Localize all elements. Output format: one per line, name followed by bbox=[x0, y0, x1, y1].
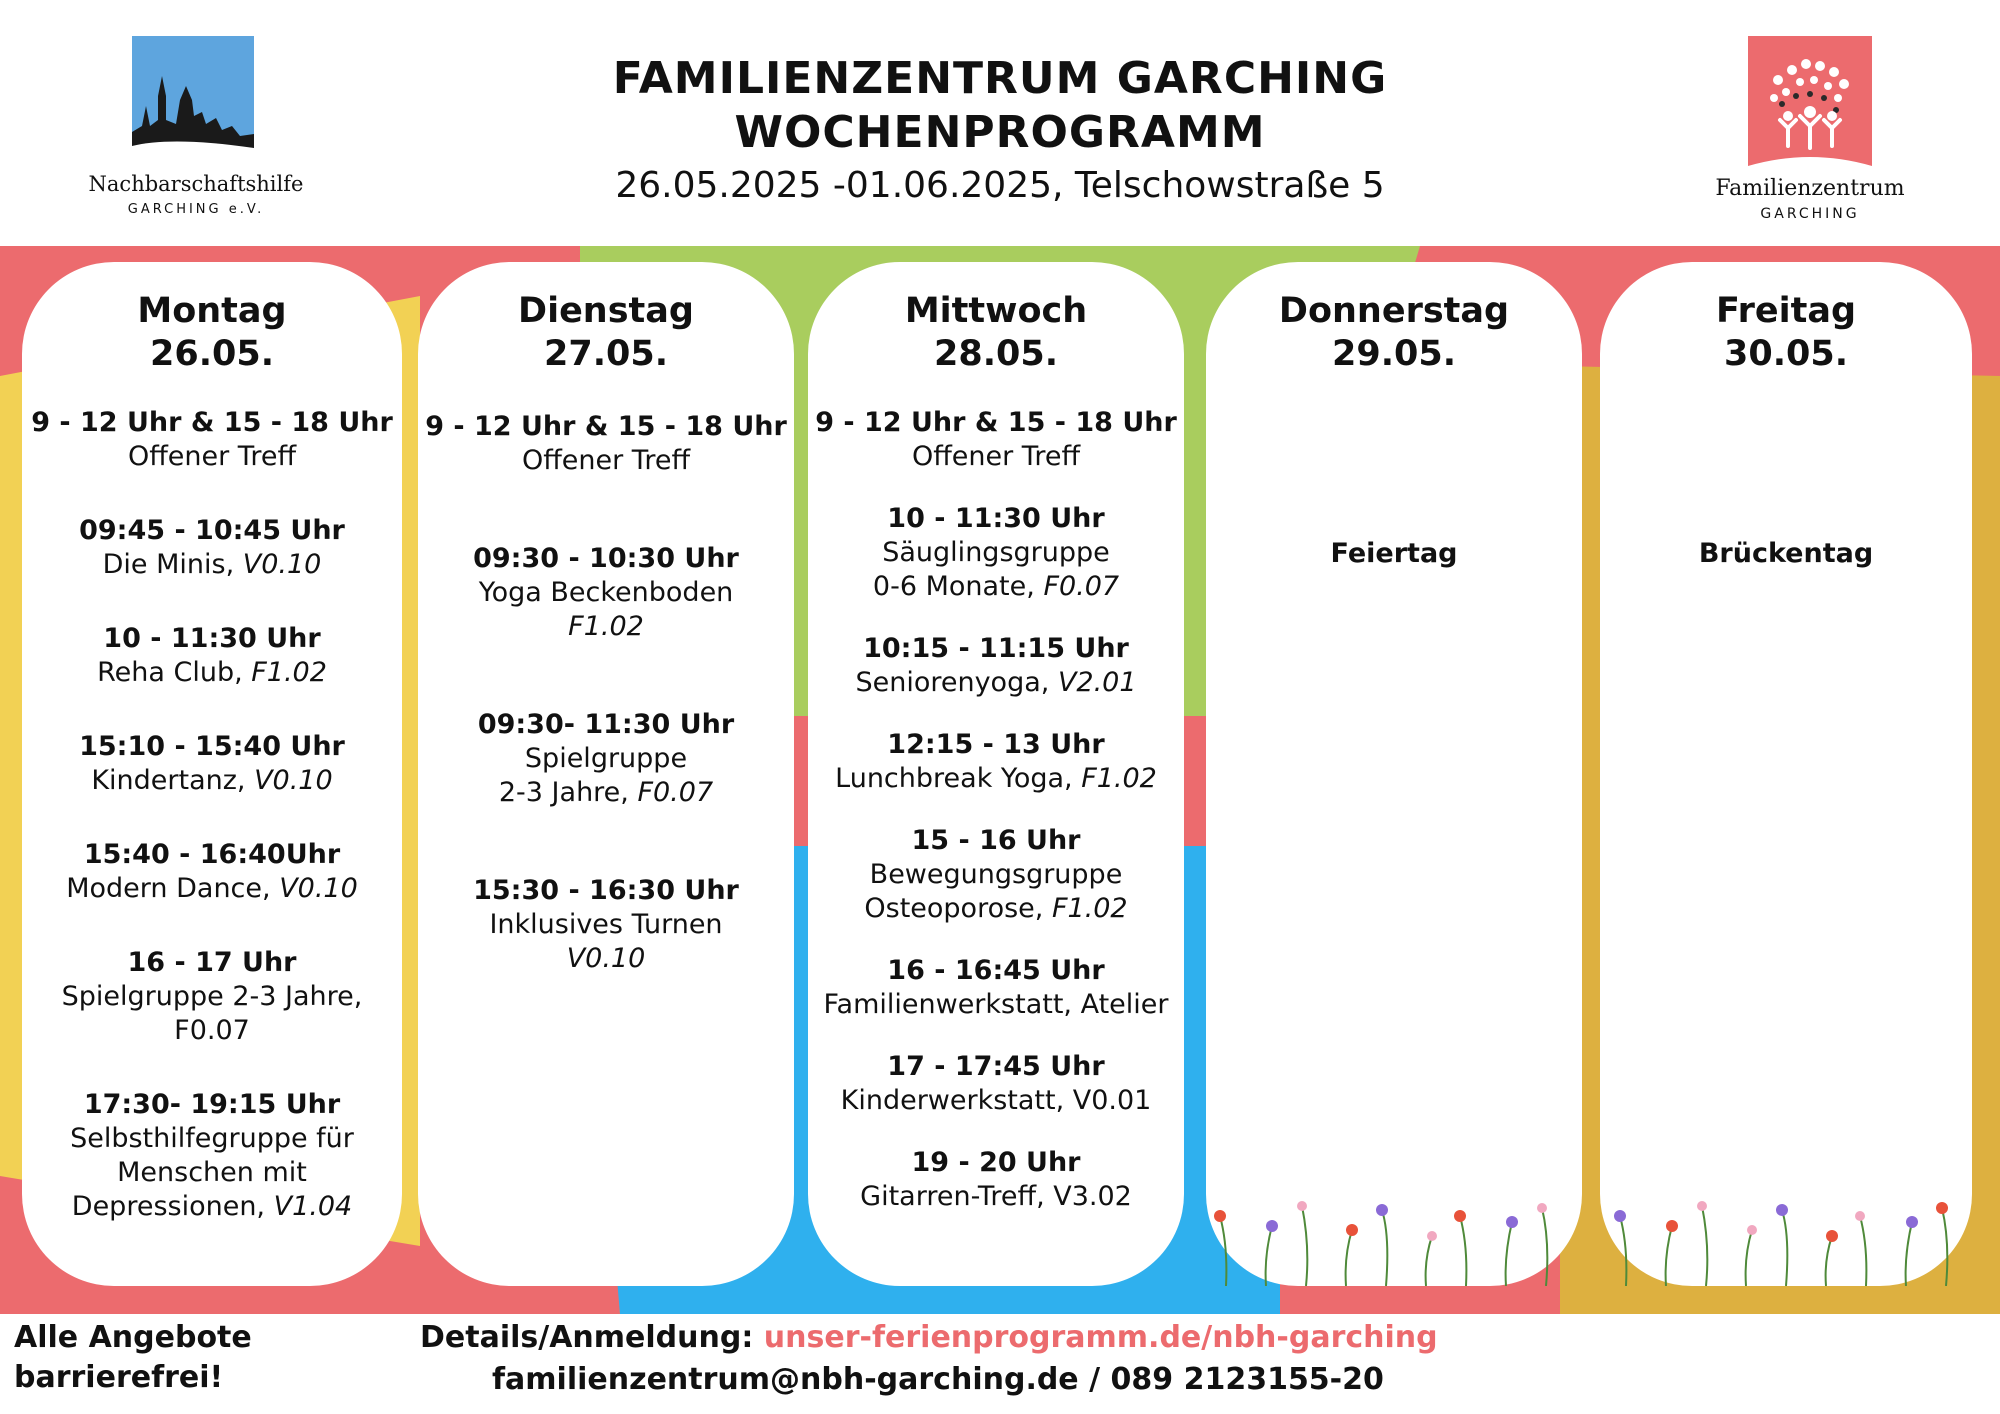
event-room: V2.01 bbox=[1057, 667, 1137, 698]
event-title: Offener Treff bbox=[911, 441, 1081, 472]
event-time: 15 - 16 Uhr bbox=[911, 825, 1081, 856]
event-time: 17:30- 19:15 Uhr bbox=[83, 1089, 341, 1120]
event-title-line2: 2-3 Jahre, bbox=[498, 777, 638, 808]
event-room: F0.07 bbox=[637, 777, 714, 808]
event-title-line2: F0.07 bbox=[174, 1015, 250, 1046]
event-title-line2: Menschen mit bbox=[117, 1157, 307, 1188]
day-name: Montag bbox=[137, 291, 287, 331]
event-title: Inklusives Turnen bbox=[489, 909, 723, 940]
event-title: Kinderwerkstatt, V0.01 bbox=[840, 1085, 1152, 1116]
day-column-donnerstag bbox=[1206, 262, 1582, 1286]
event-title: Die Minis, bbox=[102, 549, 243, 580]
event-item bbox=[418, 874, 794, 976]
date-location: 26.05.2025 -01.06.2025, Telschowstraße 5 bbox=[615, 165, 1385, 206]
header bbox=[0, 0, 2000, 246]
holiday-note: Feiertag bbox=[1330, 538, 1458, 569]
holiday-note: Brückentag bbox=[1698, 538, 1874, 569]
accessibility-line2: barrierefrei! bbox=[14, 1360, 224, 1395]
event-title: Offener Treff bbox=[127, 441, 297, 472]
event-item bbox=[22, 946, 402, 1048]
event-title: Bewegungsgruppe bbox=[869, 859, 1123, 890]
event-item bbox=[808, 1146, 1184, 1214]
event-time: 16 - 17 Uhr bbox=[127, 947, 297, 978]
event-room: V0.10 bbox=[279, 873, 358, 904]
event-title: Seniorenyoga, bbox=[855, 667, 1058, 698]
event-room: F1.02 bbox=[1081, 763, 1157, 794]
event-room: V0.10 bbox=[566, 943, 646, 974]
event-time: 10 - 11:30 Uhr bbox=[103, 623, 321, 654]
event-title: Familienwerkstatt, Atelier bbox=[823, 989, 1169, 1020]
event-title: Reha Club, bbox=[97, 657, 252, 688]
event-title: Spielgruppe 2-3 Jahre, bbox=[61, 981, 363, 1012]
event-title: Modern Dance, bbox=[66, 873, 280, 904]
day-column-montag bbox=[22, 262, 402, 1286]
day-date: 28.05. bbox=[933, 334, 1058, 374]
day-date: 27.05. bbox=[543, 334, 668, 374]
day-heading bbox=[1206, 290, 1582, 376]
event-title-line2: Osteoporose, bbox=[864, 893, 1052, 924]
registration-link[interactable]: unser-ferienprogramm.de/nbh-garching bbox=[763, 1320, 1438, 1355]
event-item bbox=[808, 824, 1184, 926]
event-item bbox=[22, 514, 402, 582]
event-time: 9 - 12 Uhr & 15 - 18 Uhr bbox=[31, 407, 393, 438]
event-title: Gitarren-Treff, V3.02 bbox=[860, 1181, 1132, 1212]
event-item bbox=[808, 502, 1184, 604]
day-name: Dienstag bbox=[518, 291, 694, 331]
event-time: 9 - 12 Uhr & 15 - 18 Uhr bbox=[815, 407, 1177, 438]
event-item bbox=[418, 410, 794, 478]
logo-tree-panel bbox=[1748, 36, 1872, 166]
day-date: 26.05. bbox=[149, 334, 274, 374]
event-time: 9 - 12 Uhr & 15 - 18 Uhr bbox=[425, 411, 787, 442]
event-time: 16 - 16:45 Uhr bbox=[887, 955, 1105, 986]
day-date: 29.05. bbox=[1331, 334, 1456, 374]
event-time: 15:10 - 15:40 Uhr bbox=[79, 731, 345, 762]
day-column-dienstag bbox=[418, 262, 794, 1286]
accessibility-line1: Alle Angebote bbox=[14, 1320, 252, 1355]
event-item bbox=[22, 1088, 402, 1224]
event-item bbox=[22, 838, 402, 906]
day-heading bbox=[808, 290, 1184, 376]
event-time: 09:30 - 10:30 Uhr bbox=[473, 543, 739, 574]
event-item bbox=[808, 406, 1184, 474]
event-title-line2: 0-6 Monate, bbox=[872, 571, 1044, 602]
flower-meadow-icon bbox=[1206, 1186, 1986, 1286]
event-room: V0.10 bbox=[254, 765, 333, 796]
event-room: F1.02 bbox=[568, 611, 644, 642]
event-item bbox=[808, 1050, 1184, 1118]
contact-line[interactable]: familienzentrum@nbh-garching.de / 089 2123155-20 bbox=[492, 1362, 1384, 1397]
day-name: Mittwoch bbox=[904, 291, 1088, 331]
event-time: 19 - 20 Uhr bbox=[911, 1147, 1081, 1178]
event-time: 17 - 17:45 Uhr bbox=[887, 1051, 1105, 1082]
familienzentrum-logo bbox=[1710, 36, 1910, 226]
event-title: Selbsthilfegruppe für bbox=[70, 1123, 354, 1154]
event-room: F1.02 bbox=[251, 657, 327, 688]
event-item bbox=[808, 728, 1184, 796]
details-label: Details/Anmeldung: bbox=[420, 1320, 764, 1355]
day-name: Freitag bbox=[1715, 291, 1857, 331]
day-heading bbox=[418, 290, 794, 376]
event-time: 15:30 - 16:30 Uhr bbox=[473, 875, 739, 906]
page-title: FAMILIENZENTRUM GARCHING bbox=[612, 53, 1388, 104]
accessibility-note bbox=[14, 1318, 252, 1398]
event-time: 10:15 - 11:15 Uhr bbox=[863, 633, 1129, 664]
event-title: Lunchbreak Yoga, bbox=[835, 763, 1082, 794]
event-item bbox=[22, 730, 402, 798]
logo-right-name: Familienzentrum bbox=[1715, 176, 1905, 201]
details-line bbox=[420, 1318, 1438, 1358]
footer bbox=[0, 1314, 2000, 1414]
day-heading bbox=[1600, 290, 1972, 376]
event-item bbox=[22, 406, 402, 474]
event-title: Kindertanz, bbox=[91, 765, 255, 796]
event-title-line3: Depressionen, bbox=[71, 1191, 274, 1222]
event-item bbox=[22, 622, 402, 690]
logo-right-sub: GARCHING bbox=[1760, 206, 1860, 222]
day-column-freitag bbox=[1600, 262, 1972, 1286]
event-time: 12:15 - 13 Uhr bbox=[887, 729, 1105, 760]
day-name: Donnerstag bbox=[1278, 291, 1510, 331]
event-item bbox=[808, 954, 1184, 1022]
event-title: Yoga Beckenboden bbox=[478, 577, 734, 608]
day-heading bbox=[22, 290, 402, 376]
page-title-line2: WOCHENPROGRAMM bbox=[734, 107, 1266, 158]
event-time: 10 - 11:30 Uhr bbox=[887, 503, 1105, 534]
day-column-mittwoch bbox=[808, 262, 1184, 1286]
event-time: 09:30- 11:30 Uhr bbox=[477, 709, 735, 740]
event-room: F0.07 bbox=[1043, 571, 1120, 602]
event-time: 15:40 - 16:40Uhr bbox=[83, 839, 341, 870]
family-tree-icon bbox=[1748, 36, 1872, 166]
logo-left-name: Nachbarschaftshilfe bbox=[88, 172, 304, 196]
event-room: V1.04 bbox=[273, 1191, 353, 1222]
event-item bbox=[808, 632, 1184, 700]
event-title: Offener Treff bbox=[521, 445, 691, 476]
day-date: 30.05. bbox=[1723, 334, 1848, 374]
event-title: Säuglingsgruppe bbox=[882, 537, 1110, 568]
event-room: V0.10 bbox=[242, 549, 322, 580]
event-room: F1.02 bbox=[1051, 893, 1128, 924]
event-title: Spielgruppe bbox=[524, 743, 688, 774]
event-item bbox=[418, 542, 794, 644]
event-time: 09:45 - 10:45 Uhr bbox=[79, 515, 345, 546]
event-item bbox=[418, 708, 794, 810]
logo-left-sub: GARCHING e.V. bbox=[127, 202, 265, 217]
